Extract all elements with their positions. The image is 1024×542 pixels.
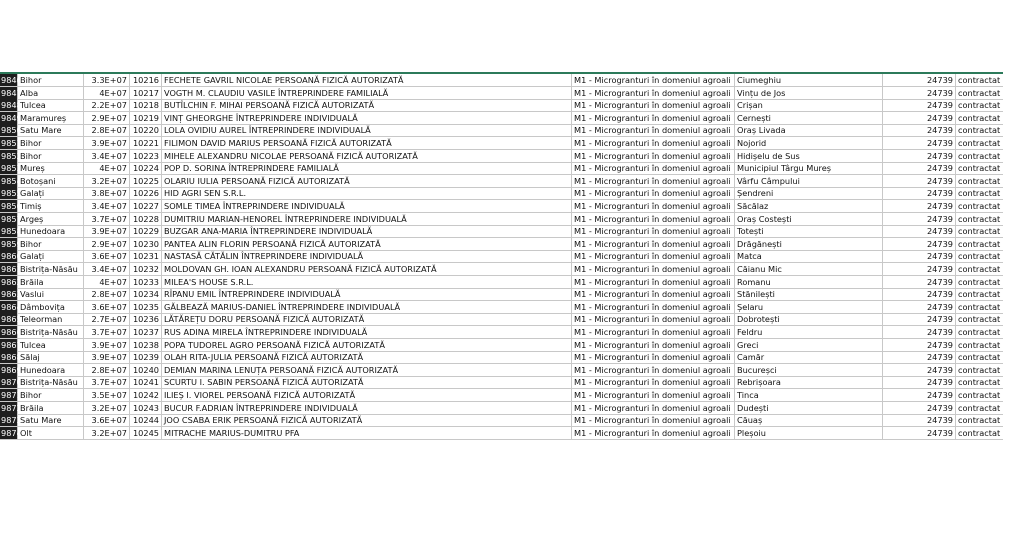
value-cell[interactable]: 3.3E+07 [84, 74, 130, 86]
status-cell[interactable]: contractat [958, 301, 1001, 312]
number-cell[interactable]: 10239 [130, 351, 162, 363]
measure-cell[interactable]: M1 - Microgranturi în domeniul agroali [572, 351, 735, 363]
measure-cell[interactable]: M1 - Microgranturi în domeniul agroali [572, 225, 735, 237]
locality-cell[interactable]: Săcălaz [735, 200, 883, 212]
table-row[interactable] [0, 376, 1003, 389]
table-row[interactable] [0, 200, 1003, 213]
measure-cell[interactable]: M1 - Microgranturi în domeniul agroali [572, 175, 735, 187]
number-cell[interactable]: 10229 [130, 225, 162, 237]
measure-cell[interactable]: M1 - Microgranturi în domeniul agroali [572, 364, 735, 376]
number-cell[interactable]: 10245 [130, 427, 162, 439]
number-cell[interactable]: 10226 [130, 187, 162, 199]
locality-cell[interactable]: Stănilești [735, 288, 883, 300]
status-cell[interactable]: contractat [958, 112, 1001, 123]
spreadsheet-grid[interactable] [0, 72, 1003, 465]
row-id-cell[interactable]: 9849 [1, 112, 22, 123]
county-cell[interactable]: Satu Mare [18, 124, 84, 136]
beneficiary-name-cell[interactable]: LĂTĂREȚU DORU PERSOANĂ FIZICĂ AUTORIZATĂ [162, 313, 572, 325]
locality-cell[interactable]: Vârfu Câmpului [735, 175, 883, 187]
beneficiary-name-cell[interactable]: RUS ADINA MIRELA ÎNTREPRINDERE INDIVIDUALĂ [162, 326, 572, 338]
measure-cell[interactable]: M1 - Microgranturi în domeniul agroali [572, 238, 735, 250]
amount-cell[interactable]: 24739 [883, 326, 956, 338]
county-cell[interactable]: Maramureș [18, 112, 84, 124]
amount-cell[interactable]: 24739 [883, 187, 956, 199]
value-cell[interactable]: 2.9E+07 [84, 238, 130, 250]
amount-cell[interactable]: 24739 [883, 364, 956, 376]
status-cell[interactable]: contractat [958, 427, 1001, 438]
selected-row-border [0, 72, 1003, 74]
amount-cell[interactable]: 24739 [883, 175, 956, 187]
beneficiary-name-cell[interactable]: VOGTH M. CLAUDIU VASILE ÎNTREPRINDERE FAMILIALĂ [162, 87, 572, 99]
beneficiary-name-cell[interactable]: POPA TUDOREL AGRO PERSOANĂ FIZICĂ AUTORIZATĂ [162, 339, 572, 351]
measure-cell[interactable]: M1 - Microgranturi în domeniul agroali [572, 137, 735, 149]
status-cell[interactable]: contractat [958, 163, 1001, 174]
locality-cell[interactable]: Tinca [735, 389, 883, 401]
amount-cell[interactable]: 24739 [883, 414, 956, 426]
status-cell[interactable]: contractat [958, 327, 1001, 337]
row-id-cell[interactable]: 9872 [1, 402, 22, 413]
county-cell[interactable]: Satu Mare [18, 414, 84, 426]
status-cell[interactable]: contractat [958, 377, 1001, 388]
row-id-cell[interactable]: 9856 [1, 201, 22, 211]
value-cell[interactable]: 3.9E+07 [84, 339, 130, 351]
value-cell[interactable]: 2.8E+07 [84, 364, 130, 376]
status-cell[interactable]: contractat [958, 75, 1001, 85]
status-cell[interactable]: contractat [958, 150, 1001, 161]
status-cell[interactable]: contractat [958, 390, 1001, 400]
table-row[interactable] [0, 213, 1003, 226]
beneficiary-name-cell[interactable]: SOMLE TIMEA ÎNTREPRINDERE INDIVIDUALĂ [162, 200, 572, 212]
locality-cell[interactable]: Rebrișoara [735, 376, 883, 388]
status-cell[interactable]: contractat [958, 238, 1001, 249]
value-cell[interactable]: 3.9E+07 [84, 137, 130, 149]
value-cell[interactable]: 3.2E+07 [84, 402, 130, 414]
amount-cell[interactable]: 24739 [883, 288, 956, 300]
beneficiary-name-cell[interactable]: MIHELE ALEXANDRU NICOLAE PERSOANĂ FIZICĂ AUTORIZATĂ [162, 150, 572, 162]
locality-cell[interactable]: Căuaș [735, 414, 883, 426]
locality-cell[interactable]: Dobrotești [735, 313, 883, 325]
measure-cell[interactable]: M1 - Microgranturi în domeniul agroali [572, 263, 735, 275]
locality-cell[interactable]: Crișan [735, 99, 883, 111]
measure-cell[interactable]: M1 - Microgranturi în domeniul agroali [572, 313, 735, 325]
row-id-cell[interactable]: 9848 [1, 100, 22, 111]
status-cell[interactable]: contractat [958, 415, 1001, 426]
table-row[interactable] [0, 74, 1003, 87]
row-id-cell[interactable]: 9860 [1, 251, 22, 262]
amount-cell[interactable]: 24739 [883, 427, 956, 439]
measure-cell[interactable]: M1 - Microgranturi în domeniul agroali [572, 414, 735, 426]
value-cell[interactable]: 4E+07 [84, 87, 130, 99]
locality-cell[interactable]: Ciumeghiu [735, 74, 883, 86]
beneficiary-name-cell[interactable]: BUTÎLCHIN F. MIHAI PERSOANĂ FIZICĂ AUTORIZATĂ [162, 99, 572, 111]
number-cell[interactable]: 10242 [130, 389, 162, 401]
table-row[interactable] [0, 326, 1003, 339]
number-cell[interactable]: 10235 [130, 301, 162, 313]
locality-cell[interactable]: Cernești [735, 112, 883, 124]
table-row[interactable] [0, 402, 1003, 415]
locality-cell[interactable]: Dudești [735, 402, 883, 414]
county-cell[interactable]: Mureș [18, 162, 84, 174]
locality-cell[interactable]: Căianu Mic [735, 263, 883, 275]
value-cell[interactable]: 4E+07 [84, 162, 130, 174]
amount-cell[interactable]: 24739 [883, 99, 956, 111]
row-id-cell[interactable]: 9850 [1, 125, 22, 136]
status-cell[interactable]: contractat [958, 339, 1001, 350]
amount-cell[interactable]: 24739 [883, 250, 956, 262]
beneficiary-name-cell[interactable]: FILIMON DAVID MARIUS PERSOANĂ FIZICĂ AUTORIZATĂ [162, 137, 572, 149]
locality-cell[interactable]: Drăgănești [735, 238, 883, 250]
measure-cell[interactable]: M1 - Microgranturi în domeniul agroali [572, 326, 735, 338]
locality-cell[interactable]: Greci [735, 339, 883, 351]
county-cell[interactable]: Bistrița-Năsău [18, 263, 84, 275]
status-cell[interactable]: contractat [958, 213, 1001, 224]
locality-cell[interactable]: Hidișelu de Sus [735, 150, 883, 162]
table-row[interactable] [0, 124, 1003, 137]
beneficiary-name-cell[interactable]: MOLDOVAN GH. IOAN ALEXANDRU PERSOANĂ FIZICĂ AUTORIZATĂ [162, 263, 572, 275]
row-id-cell[interactable]: 9858 [1, 226, 22, 237]
county-cell[interactable]: Bihor [18, 74, 84, 86]
row-id-cell[interactable]: 9863 [1, 289, 22, 300]
number-cell[interactable]: 10217 [130, 87, 162, 99]
measure-cell[interactable]: M1 - Microgranturi în domeniul agroali [572, 288, 735, 300]
amount-cell[interactable]: 24739 [883, 339, 956, 351]
status-cell[interactable]: contractat [958, 125, 1001, 136]
number-cell[interactable]: 10233 [130, 276, 162, 288]
county-cell[interactable]: Brăila [18, 402, 84, 414]
number-cell[interactable]: 10224 [130, 162, 162, 174]
locality-cell[interactable]: Romanu [735, 276, 883, 288]
number-cell[interactable]: 10237 [130, 326, 162, 338]
number-cell[interactable]: 10220 [130, 124, 162, 136]
number-cell[interactable]: 10244 [130, 414, 162, 426]
locality-cell[interactable]: Municipiul Târgu Mureș [735, 162, 883, 174]
measure-cell[interactable]: M1 - Microgranturi în domeniul agroali [572, 402, 735, 414]
county-cell[interactable]: Dâmbovița [18, 301, 84, 313]
number-cell[interactable]: 10238 [130, 339, 162, 351]
value-cell[interactable]: 3.2E+07 [84, 427, 130, 439]
number-cell[interactable]: 10218 [130, 99, 162, 111]
value-cell[interactable]: 3.6E+07 [84, 250, 130, 262]
measure-cell[interactable]: M1 - Microgranturi în domeniul agroali [572, 389, 735, 401]
county-cell[interactable]: Galați [18, 187, 84, 199]
county-cell[interactable]: Bistrița-Năsău [18, 326, 84, 338]
status-cell[interactable]: contractat [958, 352, 1001, 363]
value-cell[interactable]: 3.9E+07 [84, 225, 130, 237]
row-id-cell[interactable]: 9846 [1, 75, 22, 85]
beneficiary-name-cell[interactable]: GĂLBEAZĂ MARIUS-DANIEL ÎNTREPRINDERE INDIVIDUALĂ [162, 301, 572, 313]
number-cell[interactable]: 10227 [130, 200, 162, 212]
county-cell[interactable]: Galați [18, 250, 84, 262]
county-cell[interactable]: Bihor [18, 389, 84, 401]
value-cell[interactable]: 2.2E+07 [84, 99, 130, 111]
measure-cell[interactable]: M1 - Microgranturi în domeniul agroali [572, 187, 735, 199]
locality-cell[interactable]: Vințu de Jos [735, 87, 883, 99]
county-cell[interactable]: Brăila [18, 276, 84, 288]
beneficiary-name-cell[interactable]: HID AGRI SEN S.R.L. [162, 187, 572, 199]
value-cell[interactable]: 2.8E+07 [84, 124, 130, 136]
beneficiary-name-cell[interactable]: SCURTU I. SABIN PERSOANĂ FIZICĂ AUTORIZATĂ [162, 376, 572, 388]
table-row[interactable] [0, 389, 1003, 402]
table-row[interactable] [0, 175, 1003, 188]
table-row[interactable] [0, 288, 1003, 301]
locality-cell[interactable]: Totești [735, 225, 883, 237]
row-id-cell[interactable]: 9865 [1, 314, 22, 325]
row-id-cell[interactable]: 9869 [1, 364, 22, 375]
county-cell[interactable]: Sălaj [18, 351, 84, 363]
amount-cell[interactable]: 24739 [883, 238, 956, 250]
measure-cell[interactable]: M1 - Microgranturi în domeniul agroali [572, 124, 735, 136]
county-cell[interactable]: Bihor [18, 150, 84, 162]
measure-cell[interactable]: M1 - Microgranturi în domeniul agroali [572, 339, 735, 351]
number-cell[interactable]: 10236 [130, 313, 162, 325]
table-row[interactable] [0, 414, 1003, 427]
table-row[interactable] [0, 351, 1003, 364]
county-cell[interactable]: Teleorman [18, 313, 84, 325]
row-id-cell[interactable]: 9851 [1, 138, 22, 148]
beneficiary-name-cell[interactable]: MITRACHE MARIUS-DUMITRU PFA [162, 427, 572, 439]
status-cell[interactable]: contractat [958, 364, 1001, 375]
value-cell[interactable]: 2.9E+07 [84, 112, 130, 124]
row-id-cell[interactable]: 9855 [1, 188, 22, 199]
county-cell[interactable]: Hunedoara [18, 364, 84, 376]
row-id-cell[interactable]: 9857 [1, 213, 22, 224]
row-id-cell[interactable]: 9866 [1, 327, 22, 337]
status-cell[interactable]: contractat [958, 251, 1001, 262]
beneficiary-name-cell[interactable]: LOLA OVIDIU AUREL ÎNTREPRINDERE INDIVIDUALĂ [162, 124, 572, 136]
status-cell[interactable]: contractat [958, 276, 1001, 287]
row-id-cell[interactable]: 9871 [1, 390, 22, 400]
beneficiary-name-cell[interactable]: POP D. SORINA ÎNTREPRINDERE FAMILIALĂ [162, 162, 572, 174]
amount-cell[interactable]: 24739 [883, 137, 956, 149]
beneficiary-name-cell[interactable]: JOO CSABA ERIK PERSOANĂ FIZICĂ AUTORIZATĂ [162, 414, 572, 426]
amount-cell[interactable]: 24739 [883, 376, 956, 388]
amount-cell[interactable]: 24739 [883, 351, 956, 363]
status-cell[interactable]: contractat [958, 402, 1001, 413]
county-cell[interactable]: Bistrița-Năsău [18, 376, 84, 388]
measure-cell[interactable]: M1 - Microgranturi în domeniul agroali [572, 200, 735, 212]
beneficiary-name-cell[interactable]: FECHETE GAVRIL NICOLAE PERSOANĂ FIZICĂ AUTORIZATĂ [162, 74, 572, 86]
county-cell[interactable]: Alba [18, 87, 84, 99]
locality-cell[interactable]: Camăr [735, 351, 883, 363]
number-cell[interactable]: 10221 [130, 137, 162, 149]
status-cell[interactable]: contractat [958, 226, 1001, 237]
county-cell[interactable]: Tulcea [18, 339, 84, 351]
row-id-cell[interactable]: 9864 [1, 301, 22, 312]
beneficiary-name-cell[interactable]: MILEA'S HOUSE S.R.L. [162, 276, 572, 288]
county-cell[interactable]: Bihor [18, 238, 84, 250]
measure-cell[interactable]: M1 - Microgranturi în domeniul agroali [572, 250, 735, 262]
value-cell[interactable]: 3.7E+07 [84, 326, 130, 338]
table-row[interactable] [0, 112, 1003, 125]
table-row[interactable] [0, 162, 1003, 175]
number-cell[interactable]: 10240 [130, 364, 162, 376]
amount-cell[interactable]: 24739 [883, 162, 956, 174]
value-cell[interactable]: 2.7E+07 [84, 313, 130, 325]
beneficiary-name-cell[interactable]: BUCUR F.ADRIAN ÎNTREPRINDERE INDIVIDUALĂ [162, 402, 572, 414]
table-row[interactable] [0, 225, 1003, 238]
table-row[interactable] [0, 364, 1003, 377]
number-cell[interactable]: 10230 [130, 238, 162, 250]
locality-cell[interactable]: Șendreni [735, 187, 883, 199]
value-cell[interactable]: 4E+07 [84, 276, 130, 288]
measure-cell[interactable]: M1 - Microgranturi în domeniul agroali [572, 276, 735, 288]
county-cell[interactable]: Olt [18, 427, 84, 439]
status-cell[interactable]: contractat [958, 188, 1001, 199]
locality-cell[interactable]: Feldru [735, 326, 883, 338]
value-cell[interactable]: 2.8E+07 [84, 288, 130, 300]
value-cell[interactable]: 3.4E+07 [84, 263, 130, 275]
number-cell[interactable]: 10241 [130, 376, 162, 388]
amount-cell[interactable]: 24739 [883, 402, 956, 414]
county-cell[interactable]: Tulcea [18, 99, 84, 111]
value-cell[interactable]: 3.7E+07 [84, 376, 130, 388]
value-cell[interactable]: 3.5E+07 [84, 389, 130, 401]
measure-cell[interactable]: M1 - Microgranturi în domeniul agroali [572, 99, 735, 111]
amount-cell[interactable]: 24739 [883, 263, 956, 275]
measure-cell[interactable]: M1 - Microgranturi în domeniul agroali [572, 427, 735, 439]
value-cell[interactable]: 3.6E+07 [84, 301, 130, 313]
status-cell[interactable]: contractat [958, 100, 1001, 111]
row-id-cell[interactable]: 9862 [1, 276, 22, 287]
county-cell[interactable]: Botoșani [18, 175, 84, 187]
status-cell[interactable]: contractat [958, 87, 1001, 98]
table-row[interactable] [0, 187, 1003, 200]
amount-cell[interactable]: 24739 [883, 301, 956, 313]
locality-cell[interactable]: Nojorid [735, 137, 883, 149]
amount-cell[interactable]: 24739 [883, 74, 956, 86]
amount-cell[interactable]: 24739 [883, 276, 956, 288]
table-row[interactable] [0, 339, 1003, 352]
locality-cell[interactable]: Matca [735, 250, 883, 262]
number-cell[interactable]: 10216 [130, 74, 162, 86]
measure-cell[interactable]: M1 - Microgranturi în domeniul agroali [572, 376, 735, 388]
amount-cell[interactable]: 24739 [883, 200, 956, 212]
beneficiary-name-cell[interactable]: BUZGAR ANA-MARIA ÎNTREPRINDERE INDIVIDUALĂ [162, 225, 572, 237]
amount-cell[interactable]: 24739 [883, 124, 956, 136]
amount-cell[interactable]: 24739 [883, 313, 956, 325]
row-id-cell[interactable]: 9847 [1, 87, 22, 98]
amount-cell[interactable]: 24739 [883, 87, 956, 99]
row-id-cell[interactable]: 9867 [1, 339, 22, 350]
measure-cell[interactable]: M1 - Microgranturi în domeniul agroali [572, 112, 735, 124]
row-id-cell[interactable]: 9861 [1, 264, 22, 274]
row-id-cell[interactable]: 9870 [1, 377, 22, 388]
row-id-cell[interactable]: 9852 [1, 150, 22, 161]
value-cell[interactable]: 3.9E+07 [84, 351, 130, 363]
number-cell[interactable]: 10234 [130, 288, 162, 300]
beneficiary-name-cell[interactable]: ILIEȘ I. VIOREL PERSOANĂ FIZICĂ AUTORIZATĂ [162, 389, 572, 401]
row-id-cell[interactable]: 9853 [1, 163, 22, 174]
table-row[interactable] [0, 263, 1003, 276]
value-cell[interactable]: 3.4E+07 [84, 150, 130, 162]
number-cell[interactable]: 10243 [130, 402, 162, 414]
amount-cell[interactable]: 24739 [883, 389, 956, 401]
table-row[interactable] [0, 427, 1003, 440]
beneficiary-name-cell[interactable]: OLARIU IULIA PERSOANĂ FIZICĂ AUTORIZATĂ [162, 175, 572, 187]
value-cell[interactable]: 3.8E+07 [84, 187, 130, 199]
status-cell[interactable]: contractat [958, 138, 1001, 148]
table-row[interactable] [0, 150, 1003, 163]
value-cell[interactable]: 3.4E+07 [84, 200, 130, 212]
number-cell[interactable]: 10232 [130, 263, 162, 275]
amount-cell[interactable]: 24739 [883, 225, 956, 237]
county-cell[interactable]: Vaslui [18, 288, 84, 300]
beneficiary-name-cell[interactable]: RÎPANU EMIL ÎNTREPRINDERE INDIVIDUALĂ [162, 288, 572, 300]
amount-cell[interactable]: 24739 [883, 112, 956, 124]
measure-cell[interactable]: M1 - Microgranturi în domeniul agroali [572, 87, 735, 99]
status-cell[interactable]: contractat [958, 175, 1001, 186]
status-cell[interactable]: contractat [958, 201, 1001, 211]
number-cell[interactable]: 10231 [130, 250, 162, 262]
value-cell[interactable]: 3.6E+07 [84, 414, 130, 426]
beneficiary-name-cell[interactable]: PANTEA ALIN FLORIN PERSOANĂ FIZICĂ AUTORIZATĂ [162, 238, 572, 250]
number-cell[interactable]: 10219 [130, 112, 162, 124]
measure-cell[interactable]: M1 - Microgranturi în domeniul agroali [572, 74, 735, 86]
row-id-cell[interactable]: 9874 [1, 427, 22, 438]
county-cell[interactable]: Timiș [18, 200, 84, 212]
amount-cell[interactable]: 24739 [883, 150, 956, 162]
table-row[interactable] [0, 301, 1003, 314]
value-cell[interactable]: 3.2E+07 [84, 175, 130, 187]
table-row[interactable] [0, 313, 1003, 326]
county-cell[interactable]: Hunedoara [18, 225, 84, 237]
locality-cell[interactable]: Șelaru [735, 301, 883, 313]
locality-cell[interactable]: Oraș Costești [735, 213, 883, 225]
table-row[interactable] [0, 250, 1003, 263]
beneficiary-name-cell[interactable]: NASTASĂ CĂTĂLIN ÎNTREPRINDERE INDIVIDUALĂ [162, 250, 572, 262]
value-cell[interactable]: 3.7E+07 [84, 213, 130, 225]
table-row[interactable] [0, 238, 1003, 251]
beneficiary-name-cell[interactable]: OLAH RITA-JULIA PERSOANĂ FIZICĂ AUTORIZATĂ [162, 351, 572, 363]
table-row[interactable] [0, 276, 1003, 289]
measure-cell[interactable]: M1 - Microgranturi în domeniul agroali [572, 150, 735, 162]
table-row[interactable] [0, 99, 1003, 112]
number-cell[interactable]: 10223 [130, 150, 162, 162]
locality-cell[interactable]: Oraș Livada [735, 124, 883, 136]
status-cell[interactable]: contractat [958, 264, 1001, 274]
status-cell[interactable]: contractat [958, 289, 1001, 300]
county-cell[interactable]: Argeș [18, 213, 84, 225]
row-id-cell[interactable]: 9868 [1, 352, 22, 363]
status-cell[interactable]: contractat [958, 314, 1001, 325]
amount-cell[interactable]: 24739 [883, 213, 956, 225]
beneficiary-name-cell[interactable]: DEMIAN MARINA LENUȚA PERSOANĂ FIZICĂ AUTORIZATĂ [162, 364, 572, 376]
locality-cell[interactable]: Pleșoiu [735, 427, 883, 439]
row-id-cell[interactable]: 9873 [1, 415, 22, 426]
row-id-cell[interactable]: 9859 [1, 238, 22, 249]
county-cell[interactable]: Bihor [18, 137, 84, 149]
table-row[interactable] [0, 137, 1003, 150]
measure-cell[interactable]: M1 - Microgranturi în domeniul agroali [572, 162, 735, 174]
row-id-cell[interactable]: 9854 [1, 175, 22, 186]
measure-cell[interactable]: M1 - Microgranturi în domeniul agroali [572, 301, 735, 313]
locality-cell[interactable]: Bucureșci [735, 364, 883, 376]
beneficiary-name-cell[interactable]: VINȚ GHEORGHE ÎNTREPRINDERE INDIVIDUALĂ [162, 112, 572, 124]
beneficiary-name-cell[interactable]: DUMITRIU MARIAN-HENOREL ÎNTREPRINDERE INDIVIDUALĂ [162, 213, 572, 225]
number-cell[interactable]: 10225 [130, 175, 162, 187]
number-cell[interactable]: 10228 [130, 213, 162, 225]
table-row[interactable] [0, 87, 1003, 100]
measure-cell[interactable]: M1 - Microgranturi în domeniul agroali [572, 213, 735, 225]
